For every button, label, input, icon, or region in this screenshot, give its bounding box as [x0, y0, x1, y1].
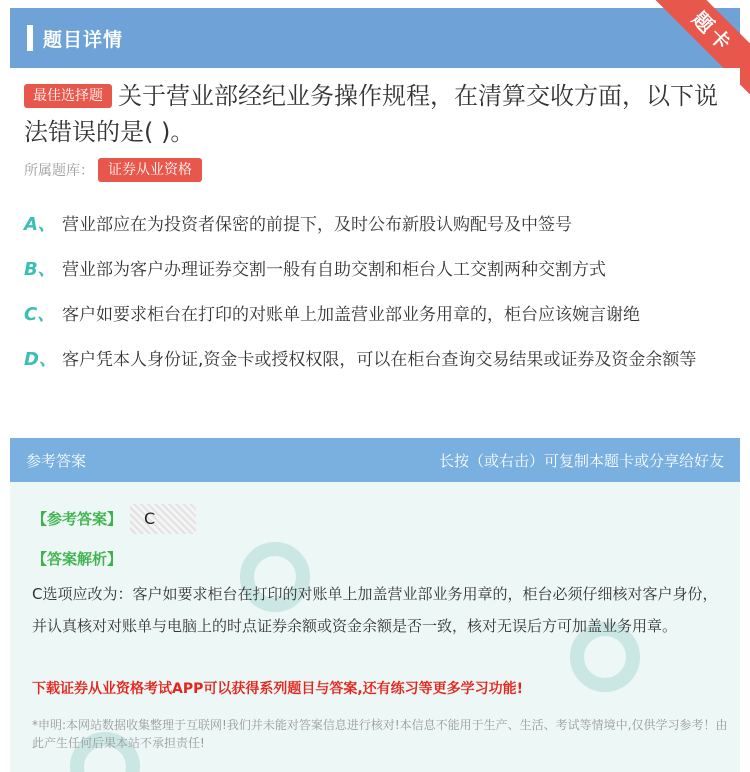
- option-c[interactable]: [24, 300, 734, 330]
- option-letter: A、: [24, 214, 56, 235]
- option-d[interactable]: [24, 345, 734, 375]
- answer-header-title: 参考答案: [26, 451, 87, 470]
- disclaimer: *申明:本网站数据收集整理于互联网!我们并未能对答案信息进行核对!本信息不能用于生产、生活、考试等情境中,仅供学习参考！由此产生任何后果本站不承担责任!: [32, 718, 728, 750]
- option-text: 客户凭本人身份证,资金卡或授权权限，可以在柜台查询交易结果或证券及资金余额等: [62, 350, 697, 370]
- option-letter: D、: [24, 349, 57, 370]
- question-card: [10, 68, 740, 420]
- option-text: 营业部为客户办理证券交割一般有自助交割和柜台人工交割两种交割方式: [62, 260, 606, 280]
- app-promo-link[interactable]: 下载证券从业资格考试APP可以获得系列题目与答案,还有练习等更多学习功能!: [32, 681, 524, 697]
- header-bar: [10, 8, 740, 68]
- answer-label: 【参考答案】: [32, 510, 123, 528]
- answer-value-image: C: [130, 504, 196, 534]
- header-accent-bar: [27, 25, 33, 51]
- question-stem: [24, 78, 724, 150]
- bank-tag[interactable]: 证券从业资格: [98, 158, 202, 182]
- share-hint: 长按（或右击）可复制本题卡或分享给好友: [438, 451, 724, 470]
- question-type-badge: 最佳选择题: [24, 84, 112, 108]
- question-bank: [24, 158, 202, 182]
- option-text: 营业部应在为投资者保密的前提下，及时公布新股认购配号及中签号: [62, 215, 572, 235]
- option-a[interactable]: [24, 210, 734, 240]
- option-text: 客户如要求柜台在打印的对账单上加盖营业部业务用章的，柜台应该婉言谢绝: [62, 305, 640, 325]
- question-text: 关于营业部经纪业务操作规程，在清算交收方面，以下说法错误的是( )。: [24, 82, 718, 146]
- ribbon-label: 题卡: [650, 0, 750, 98]
- option-letter: C、: [24, 304, 56, 325]
- page-title: 题目详情: [43, 28, 124, 51]
- answer-body: [10, 482, 740, 772]
- analysis-text: C选项应改为：客户如要求柜台在打印的对账单上加盖营业部业务用章的，柜台必须仔细核对客户身份，并认真核对对账单与电脑上的时点证券余额或资金余额是否一致，核对无误后方可加盖业务用章。: [32, 585, 718, 635]
- bank-label: 所属题库：: [24, 163, 94, 179]
- option-letter: B、: [24, 259, 56, 280]
- option-b[interactable]: [24, 255, 734, 285]
- analysis-label: 【答案解析】: [32, 550, 123, 568]
- answer-header: [10, 438, 740, 482]
